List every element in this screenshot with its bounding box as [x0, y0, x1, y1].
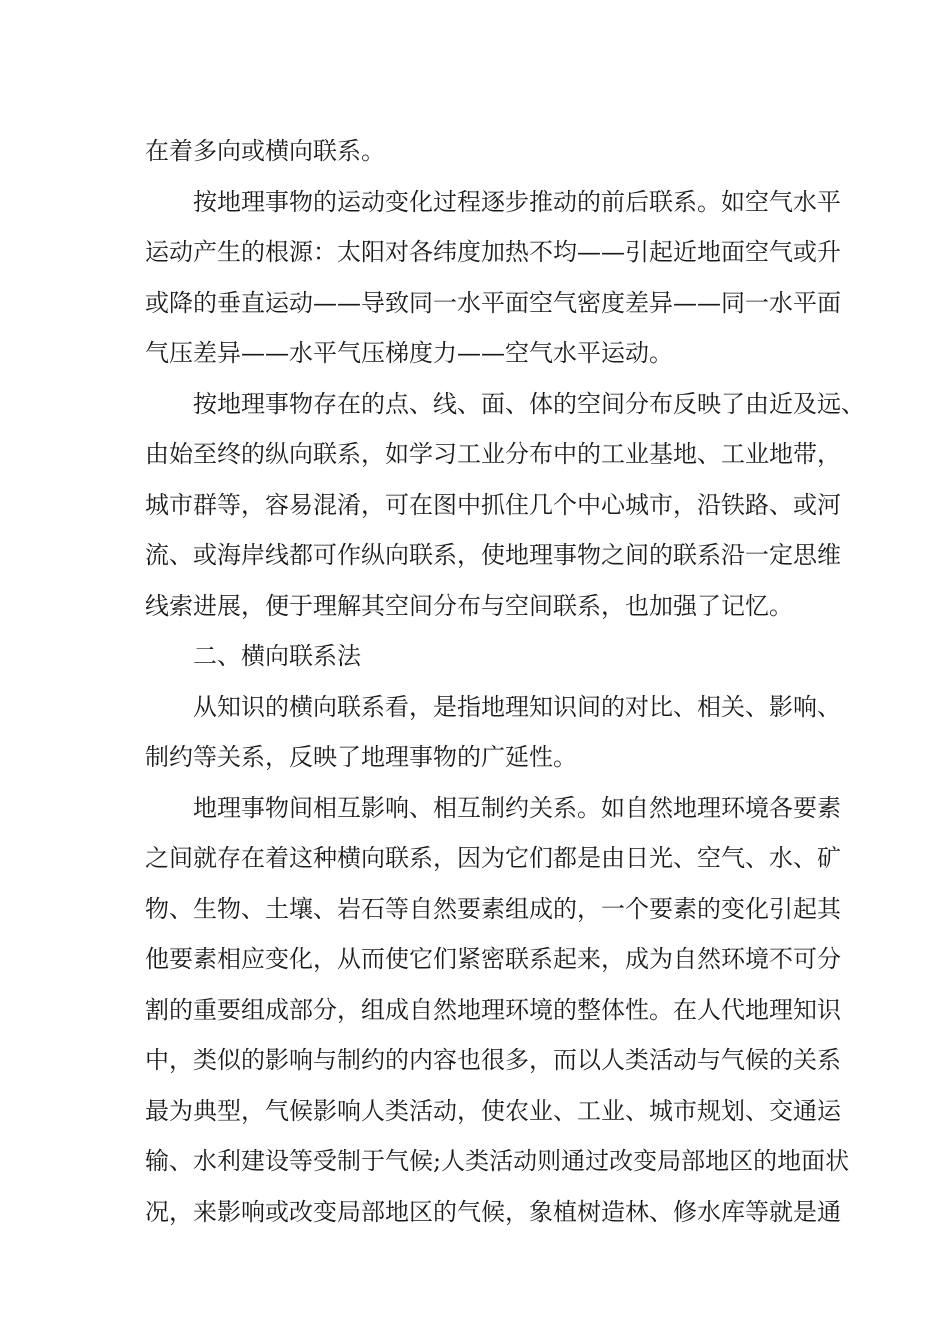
text-line: 从知识的横向联系看，是指地理知识间的对比、相关、影响、 [193, 692, 841, 721]
text-line: 地理事物间相互影响、相互制约关系。如自然地理环境各要素 [193, 793, 841, 822]
text-line: 物、生物、土壤、岩石等自然要素组成的，一个要素的变化引起其 [145, 894, 841, 923]
text-line: 之间就存在着这种横向联系，因为它们都是由日光、空气、水、矿 [145, 844, 841, 872]
text-line: 割的重要组成部分，组成自然地理环境的整体性。在人代地理知识 [145, 995, 841, 1024]
text-line: 在着多向或横向联系。 [145, 137, 385, 165]
text-line: 城市群等，容易混淆，可在图中抓住几个中心城市，沿铁路、或河 [145, 490, 841, 519]
text-line: 按地理事物存在的点、线、面、体的空间分布反映了由近及远、 [193, 389, 865, 418]
text-line: 他要素相应变化，从而使它们紧密联系起来，成为自然环境不可分 [145, 945, 841, 973]
section-heading: 二、横向联系法 [193, 642, 361, 670]
text-line: 或降的垂直运动——导致同一水平面空气密度差异——同一水平面 [145, 288, 841, 317]
text-line: 由始至终的纵向联系，如学习工业分布中的工业基地、工业地带， [145, 440, 841, 468]
text-line: 流、或海岸线都可作纵向联系，使地理事物之间的联系沿一定思维 [145, 541, 841, 569]
text-line: 气压差异——水平气压梯度力——空气水平运动。 [145, 339, 673, 367]
text-line: 线索进展，便于理解其空间分布与空间联系，也加强了记忆。 [145, 591, 793, 620]
document-body [145, 126, 865, 1237]
text-line: 最为典型，气候影响人类活动，使农业、工业、城市规划、交通运 [145, 1096, 841, 1125]
text-line: 输、水利建设等受制于气候;人类活动则通过改变局部地区的地面状 [145, 1147, 850, 1175]
text-line: 中，类似的影响与制约的内容也很多，而以人类活动与气候的关系 [145, 1046, 841, 1074]
text-line: 运动产生的根源：太阳对各纬度加热不均——引起近地面空气或升 [145, 238, 841, 266]
text-line: 按地理事物的运动变化过程逐步推动的前后联系。如空气水平 [193, 187, 841, 216]
text-line: 制约等关系，反映了地理事物的广延性。 [145, 743, 577, 771]
text-line: 况，来影响或改变局部地区的气候，象植树造林、修水库等就是通 [145, 1197, 841, 1226]
